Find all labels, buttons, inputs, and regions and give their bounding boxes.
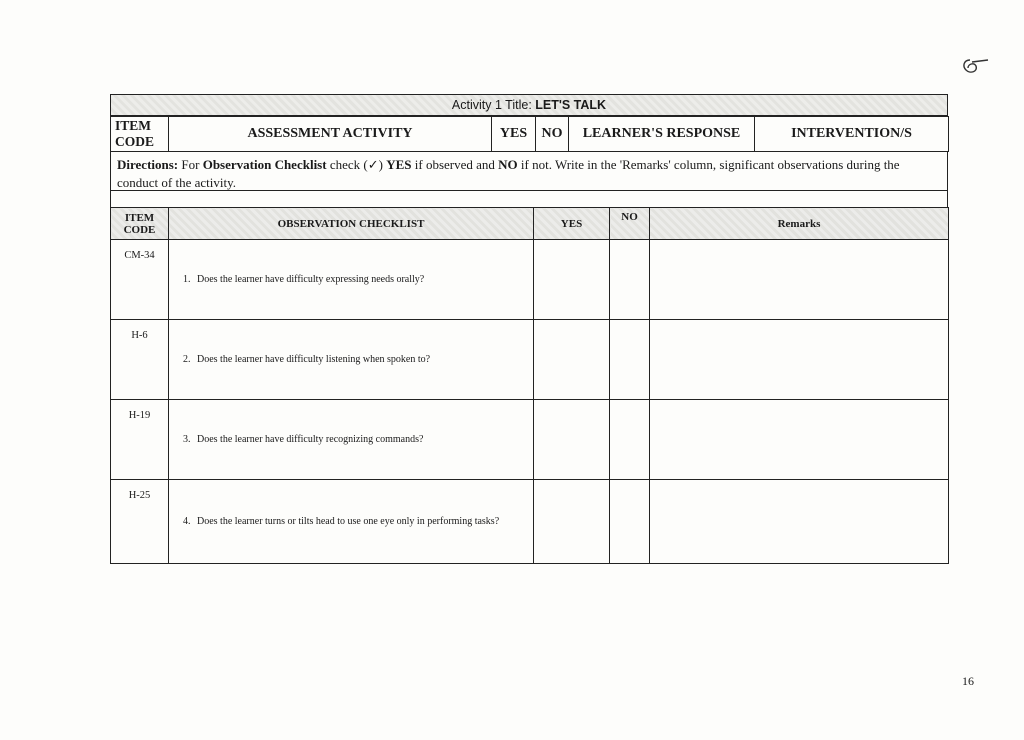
- question-text: Does the learner turns or tilts head to use one eye only in performing tasks?: [197, 516, 500, 527]
- header-no: NO: [536, 117, 569, 152]
- question-number: 3.: [183, 434, 191, 445]
- question-text: Does the learner have difficulty recognizing commands?: [197, 434, 424, 445]
- row-item-code: CM-34: [111, 240, 169, 320]
- remarks-cell[interactable]: [650, 240, 949, 320]
- table-row: [111, 320, 949, 400]
- question-text: Does the learner have difficulty expressing needs orally?: [197, 274, 425, 285]
- row-question: [169, 400, 534, 480]
- activity-title-bar: [110, 94, 948, 116]
- directions-label: Directions:: [117, 157, 179, 172]
- remarks-cell[interactable]: [650, 320, 949, 400]
- assessment-header-table: [110, 116, 949, 152]
- handwritten-mark: [958, 52, 994, 82]
- directions-no: NO: [498, 157, 518, 172]
- activity-title-name: LET'S TALK: [535, 98, 607, 112]
- question-number: 4.: [183, 516, 191, 527]
- header-yes: YES: [492, 117, 536, 152]
- yes-cell[interactable]: [534, 320, 610, 400]
- yes-cell[interactable]: [534, 240, 610, 320]
- header-assessment-activity: ASSESSMENT ACTIVITY: [169, 117, 492, 152]
- remarks-cell[interactable]: [650, 480, 949, 564]
- directions-text: [110, 152, 948, 191]
- activity-title-prefix: Activity 1 Title:: [451, 98, 536, 112]
- directions-part-2: check (✓): [326, 157, 387, 172]
- table-row: [111, 480, 949, 564]
- directions-part-3: if observed and: [411, 157, 499, 172]
- directions-observation-checklist: Observation Checklist: [202, 157, 327, 172]
- row-question: [169, 240, 534, 320]
- assessment-document: [110, 94, 948, 564]
- header-learners-response: LEARNER'S RESPONSE: [569, 117, 755, 152]
- row-item-code: H-25: [111, 480, 169, 564]
- checklist-header-remarks: Remarks: [650, 208, 949, 240]
- no-cell[interactable]: [610, 320, 650, 400]
- header-interventions: INTERVENTION/S: [755, 117, 949, 152]
- table-row: [111, 240, 949, 320]
- no-cell[interactable]: [610, 400, 650, 480]
- row-item-code: H-19: [111, 400, 169, 480]
- remarks-cell[interactable]: [650, 400, 949, 480]
- page-number: 16: [962, 674, 974, 688]
- checklist-header-row: [111, 208, 949, 240]
- header-item-code: ITEM CODE: [111, 117, 169, 152]
- yes-cell[interactable]: [534, 400, 610, 480]
- yes-cell[interactable]: [534, 480, 610, 564]
- checklist-header-no: NO: [610, 208, 650, 240]
- section-spacer: [110, 191, 948, 207]
- no-cell[interactable]: [610, 480, 650, 564]
- question-number: 1.: [183, 274, 191, 285]
- directions-part-4: if not. Write in the 'Remarks' column, significant observations during the conduct of the activity.: [117, 157, 900, 190]
- question-text: Does the learner have difficulty listening when spoken to?: [197, 354, 431, 365]
- directions-part-1: For: [178, 157, 203, 172]
- row-item-code: H-6: [111, 320, 169, 400]
- directions-yes: YES: [386, 157, 412, 172]
- checklist-header-observation: OBSERVATION CHECKLIST: [169, 208, 534, 240]
- row-question: [169, 320, 534, 400]
- row-question: [169, 480, 534, 564]
- checklist-header-item-code: ITEM CODE: [111, 208, 169, 240]
- no-cell[interactable]: [610, 240, 650, 320]
- observation-checklist-table: [110, 207, 949, 564]
- checklist-header-yes: YES: [534, 208, 610, 240]
- table-row: [111, 400, 949, 480]
- question-number: 2.: [183, 354, 191, 365]
